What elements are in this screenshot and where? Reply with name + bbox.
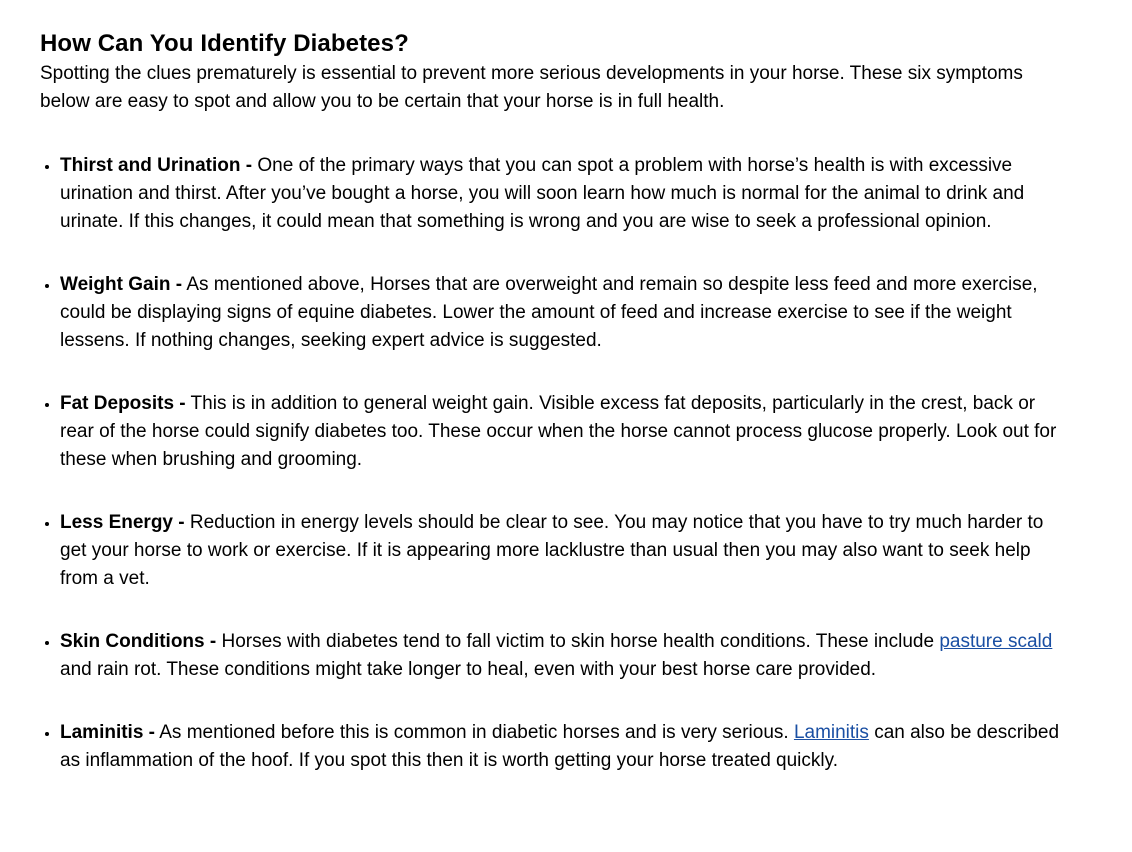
symptom-less-energy: [60, 509, 1072, 593]
symptom-title: Laminitis -: [60, 722, 156, 743]
symptom-text-after: and rain rot. These conditions might take longer to heal, even with your best horse care provided.: [60, 659, 877, 680]
symptom-thirst-urination: [60, 152, 1072, 236]
symptom-text: As mentioned above, Horses that are overweight and remain so despite less feed and more exercise, could be displaying signs of equine diabetes. Lower the amount of feed and increase exercise to see if the weight lessens. If nothing changes, seeking expert advice is suggested.: [60, 274, 1038, 351]
symptom-text: One of the primary ways that you can spot a problem with horse’s health is with excessive urination and thirst. After you’ve bought a horse, you will soon learn how much is normal for the animal to drink and urinate. If this changes, it could mean that something is wrong and you are wise to seek a professional opinion.: [60, 155, 1025, 232]
section-heading: How Can You Identify Diabetes?: [40, 30, 409, 57]
symptom-skin-conditions: [60, 628, 1072, 684]
symptom-laminitis: [60, 719, 1072, 775]
symptom-weight-gain: [60, 271, 1072, 355]
symptom-title: Fat Deposits -: [60, 393, 186, 414]
laminitis-link[interactable]: Laminitis: [793, 722, 869, 743]
symptom-title: Weight Gain -: [60, 274, 183, 295]
symptoms-list: [40, 152, 1072, 775]
intro-paragraph: Spotting the clues prematurely is essential to prevent more serious developments in your horse. These six symptoms below are easy to spot and allow you to be certain that your horse is in full health.: [40, 63, 1023, 112]
symptom-text-before: As mentioned before this is common in diabetic horses and is very serious.: [155, 722, 794, 743]
symptom-title: Less Energy -: [60, 512, 185, 533]
symptom-fat-deposits: [60, 390, 1072, 474]
symptom-text: Reduction in energy levels should be clear to see. You may notice that you have to try much harder to get your horse to work or exercise. If it is appearing more lacklustre than usual then you may also want to seek help from a vet.: [60, 512, 1044, 589]
symptom-text: This is in addition to general weight gain. Visible excess fat deposits, particularly in the crest, back or rear of the horse could signify diabetes too. These occur when the horse cannot process glucose properly. Look out for these when brushing and grooming.: [60, 393, 1057, 470]
pasture-scald-link[interactable]: pasture scald: [939, 631, 1053, 652]
symptom-title: Skin Conditions -: [60, 631, 217, 652]
symptom-text-after: can also be described as inflammation of the hoof. If you spot this then it is worth getting your horse treated quickly.: [60, 722, 1060, 771]
symptom-text-before: Horses with diabetes tend to fall victim to skin horse health conditions. These include: [216, 631, 940, 652]
symptom-title: Thirst and Urination -: [60, 155, 253, 176]
